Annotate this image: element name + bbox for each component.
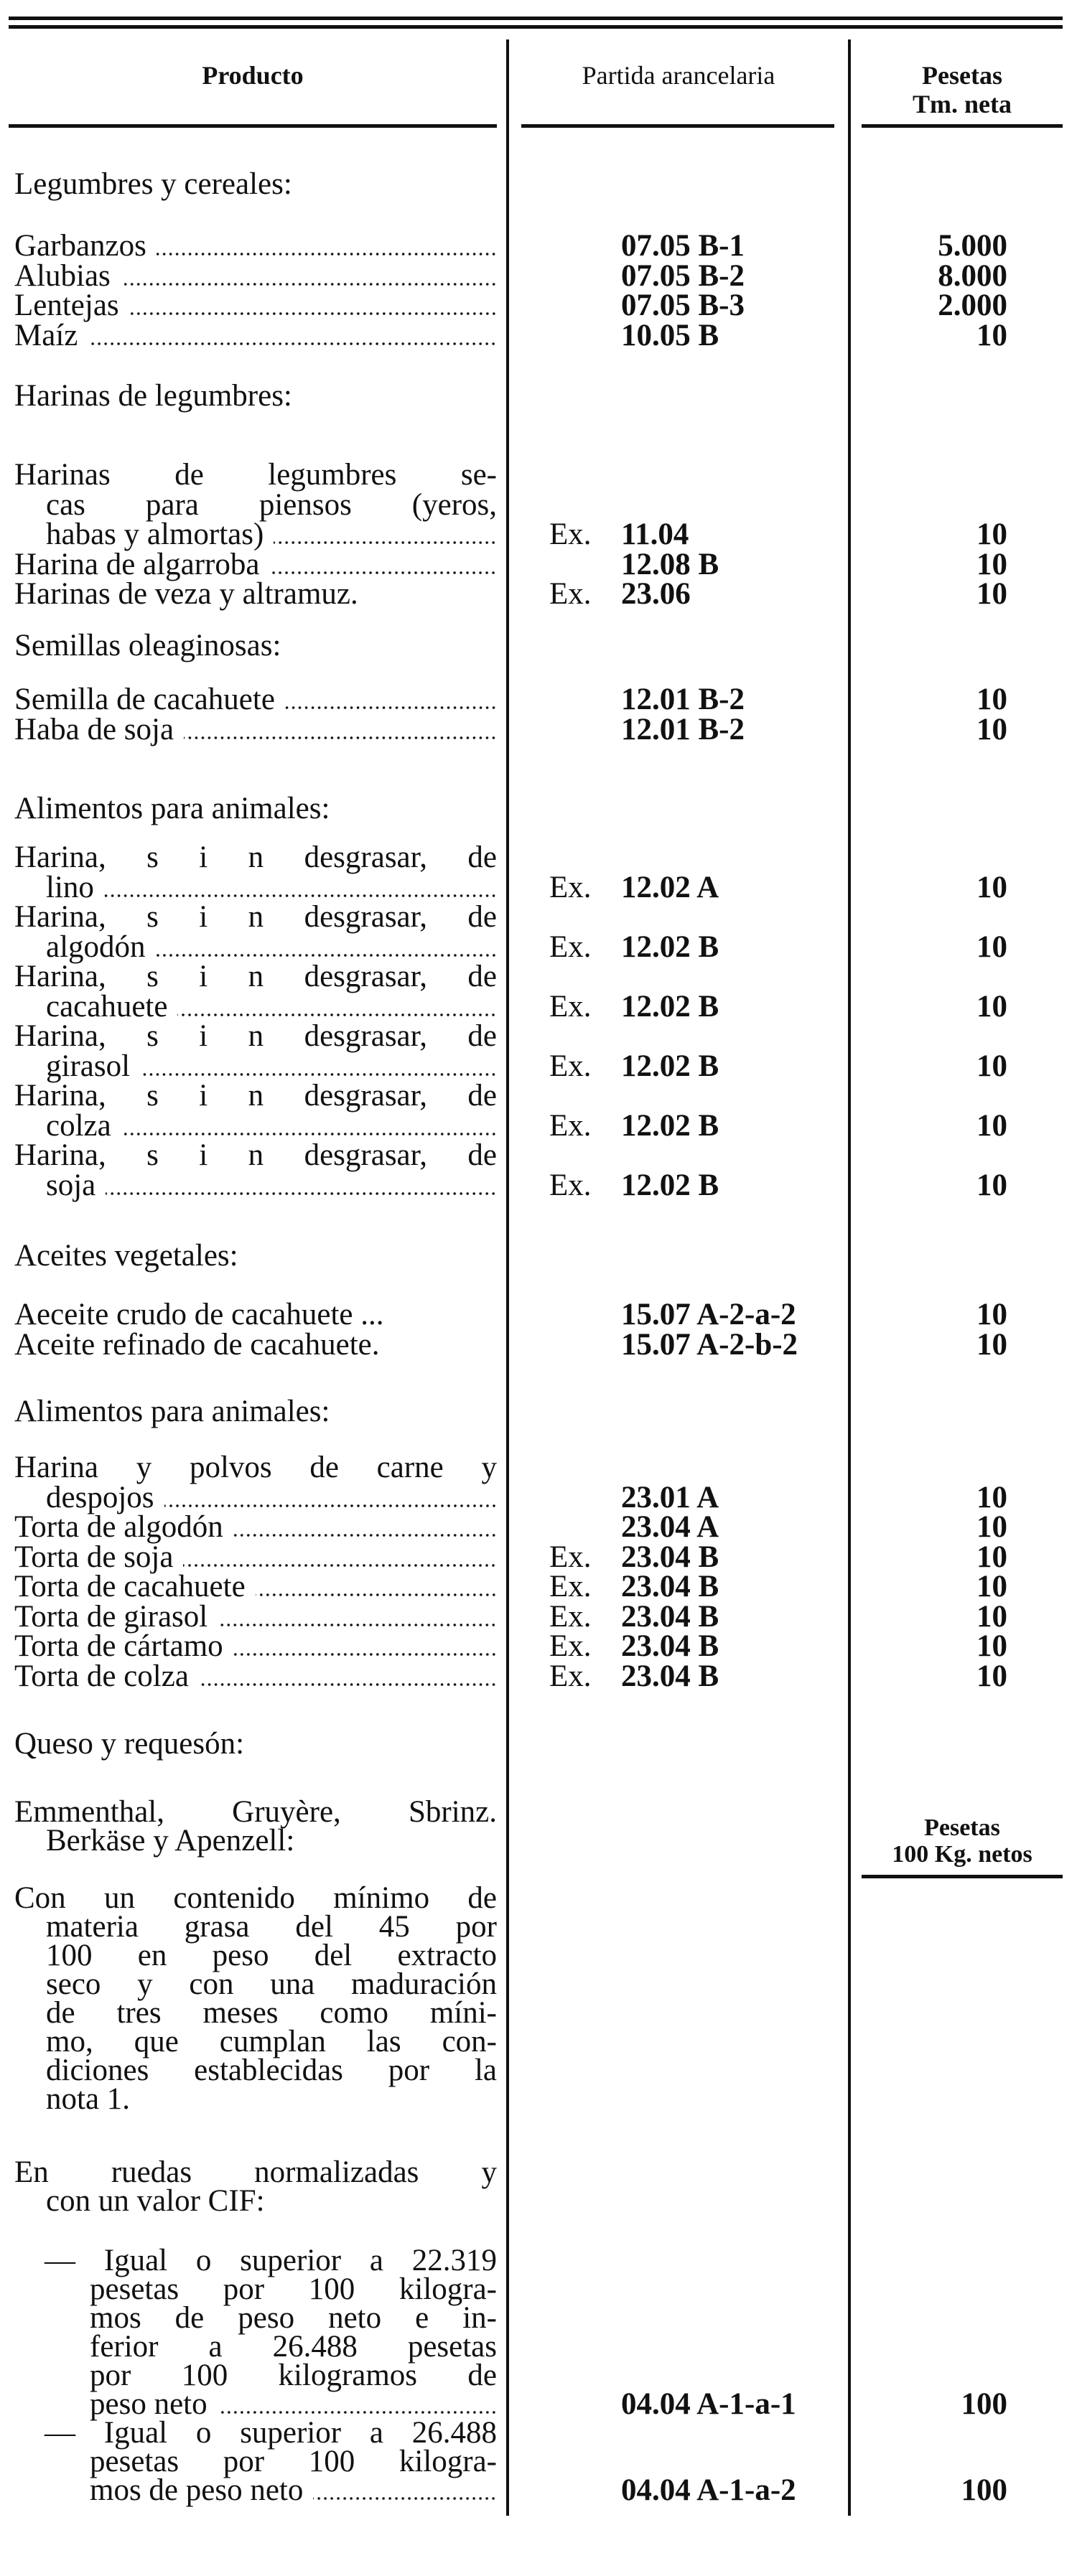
- price-value: 10: [976, 1659, 1007, 1693]
- tariff-code: 15.07 A-2-a-2: [621, 1298, 796, 1331]
- product-text: con un valor CIF:: [46, 2184, 265, 2218]
- price-value: 10: [976, 1049, 1007, 1083]
- product-text: Torta de soja: [14, 1540, 174, 1574]
- price-value: 2.000: [938, 289, 1007, 322]
- section-title: [14, 1727, 497, 1761]
- section-title: [14, 1239, 497, 1273]
- leader-dots: [218, 1623, 497, 1627]
- leader-dots: [156, 953, 497, 957]
- exception-marker: Ex.: [549, 577, 592, 611]
- product-text: Lentejas: [14, 289, 119, 322]
- product-text: materia grasa del 45 por: [46, 1910, 497, 1944]
- product-text: 100 en peso del extracto: [46, 1939, 497, 1972]
- product-text: Aeceite crudo de cacahuete ...: [14, 1298, 384, 1331]
- tariff-code: 23.06: [621, 577, 691, 611]
- leader-dots: [233, 1533, 497, 1537]
- price-value: 10: [976, 1540, 1007, 1574]
- product-text: Semilla de cacahuete: [14, 683, 275, 716]
- leader-dots: [106, 1191, 497, 1196]
- section-title-text: Semillas oleaginosas:: [14, 629, 281, 662]
- product-text: algodón: [46, 929, 146, 964]
- price-value: 10: [976, 989, 1007, 1024]
- header-unit-line2: Tm. neta: [913, 90, 1012, 118]
- price-value: 10: [976, 683, 1007, 716]
- product-text: Torta de colza: [14, 1659, 189, 1693]
- product-text: mos de peso neto: [90, 2473, 304, 2507]
- column-divider-1: [506, 39, 509, 2516]
- product-text: soja: [46, 1168, 96, 1202]
- section-title-text: Aceites vegetales:: [14, 1239, 238, 1273]
- section-title-text: Alimentos para animales:: [14, 1395, 330, 1428]
- tariff-code: 23.04 B: [621, 1599, 719, 1634]
- product-line: [46, 2082, 497, 2117]
- tariff-code: 23.04 B: [621, 1629, 719, 1663]
- leader-dots: [269, 571, 497, 575]
- product-text: habas y almortas): [46, 517, 264, 551]
- product-text: ferior a 26.488 pesetas: [90, 2330, 497, 2364]
- product-line: [14, 1328, 497, 1362]
- product-text: Alubias: [14, 258, 111, 293]
- price-value: 10: [976, 1570, 1007, 1603]
- product-line: [46, 2184, 497, 2219]
- exception-marker: Ex.: [549, 989, 592, 1024]
- product-line: [14, 1659, 497, 1694]
- header-underline-partida: [521, 124, 834, 128]
- price-value: 10: [976, 547, 1007, 581]
- product-text: diciones establecidas por la: [46, 2053, 497, 2087]
- product-text: Harina y polvos de carne y: [14, 1451, 497, 1484]
- product-text: — Igual o superior a 22.319: [45, 2244, 497, 2277]
- leader-dots: [121, 1132, 497, 1136]
- exception-marker: Ex.: [549, 1540, 592, 1574]
- price-value: 5.000: [938, 229, 1007, 263]
- section-title: [14, 792, 497, 826]
- product-text: Con un contenido mínimo de: [14, 1881, 497, 1915]
- unit-header-line2: 100 Kg. netos: [892, 1841, 1032, 1868]
- tariff-code: 12.02 B: [621, 929, 719, 964]
- header-underline-product: [9, 124, 497, 128]
- product-text: Harina, s i n desgrasar, de: [14, 900, 497, 934]
- tariff-code: 23.04 B: [621, 1540, 719, 1574]
- leader-dots: [313, 2496, 497, 2501]
- price-value: 10: [976, 1108, 1007, 1143]
- tariff-code: 11.04: [621, 517, 689, 551]
- product-text: Harinas de legumbres se-: [14, 458, 497, 492]
- product-line: [14, 577, 497, 612]
- price-value: 10: [976, 870, 1007, 904]
- product-text: Aceite refinado de cacahuete.: [14, 1327, 380, 1362]
- product-text: seco y con una maduración: [46, 1967, 497, 2001]
- price-value: 10: [976, 929, 1007, 964]
- product-text: Harina, s i n desgrasar, de: [14, 1019, 497, 1053]
- price-value: 10: [976, 577, 1007, 611]
- tariff-code: 07.05 B-3: [621, 289, 745, 322]
- product-text: Harina de algarroba: [14, 547, 260, 581]
- product-text: cas para piensos (yeros,: [46, 487, 497, 522]
- tariff-code: 07.05 B-1: [621, 229, 745, 263]
- product-text: Emmenthal, Gruyère, Sbrinz.: [14, 1795, 497, 1829]
- top-double-rule-1: [9, 17, 1063, 20]
- section-title: [14, 379, 497, 413]
- leader-dots: [218, 2410, 497, 2415]
- product-text: — Igual o superior a 26.488: [45, 2416, 497, 2450]
- tariff-code: 04.04 A-1-a-1: [621, 2387, 796, 2421]
- exception-marker: Ex.: [549, 1049, 592, 1083]
- column-divider-2: [848, 39, 851, 2516]
- price-value: 8.000: [938, 258, 1007, 293]
- exception-marker: Ex.: [549, 1168, 592, 1202]
- price-value: 10: [976, 712, 1007, 746]
- leader-dots: [121, 282, 497, 286]
- leader-dots: [157, 252, 497, 256]
- leader-dots: [104, 894, 497, 898]
- product-line: [90, 2473, 497, 2508]
- leader-dots: [88, 342, 497, 346]
- product-line: [14, 713, 497, 747]
- tariff-code: 07.05 B-2: [621, 258, 745, 293]
- unit-header-underline: [862, 1875, 1063, 1878]
- section-title: [14, 629, 497, 663]
- product-text: Harina, s i n desgrasar, de: [14, 1079, 497, 1113]
- price-value: 10: [976, 1168, 1007, 1202]
- leader-dots: [285, 706, 497, 710]
- leader-dots: [177, 1013, 497, 1017]
- leader-dots: [184, 736, 497, 740]
- exception-marker: Ex.: [549, 517, 592, 551]
- tariff-code: 12.08 B: [621, 547, 719, 581]
- leader-dots: [140, 1072, 497, 1077]
- tariff-code: 23.01 A: [621, 1480, 719, 1514]
- product-text: Harina, s i n desgrasar, de: [14, 960, 497, 993]
- product-line: [46, 1824, 497, 1858]
- price-value: 10: [976, 1327, 1007, 1362]
- price-value: 10: [976, 1629, 1007, 1663]
- product-text: Harina, s i n desgrasar, de: [14, 1138, 497, 1172]
- product-text: En ruedas normalizadas y: [14, 2155, 497, 2189]
- tariff-code: 12.02 A: [621, 870, 719, 904]
- price-value: 100: [961, 2473, 1007, 2507]
- header-partida-arancelaria: Partida arancelaria: [582, 61, 775, 90]
- exception-marker: Ex.: [549, 870, 592, 904]
- tariff-code: 04.04 A-1-a-2: [621, 2473, 796, 2507]
- leader-dots: [233, 1652, 497, 1657]
- product-text: pesetas por 100 kilogra-: [90, 2445, 497, 2478]
- tariff-code: 15.07 A-2-b-2: [621, 1327, 798, 1362]
- price-value: 10: [976, 1599, 1007, 1634]
- product-text: despojos: [46, 1480, 154, 1514]
- section-title-text: Alimentos para animales:: [14, 792, 330, 825]
- price-value: 10: [976, 1480, 1007, 1514]
- product-text: cacahuete: [46, 989, 168, 1024]
- tariff-code: 12.01 B-2: [621, 683, 745, 716]
- price-value: 10: [976, 517, 1007, 551]
- price-value: 10: [976, 1298, 1007, 1331]
- product-text: Haba de soja: [14, 712, 174, 746]
- header-unit-line1: Pesetas: [922, 61, 1002, 90]
- product-line: [14, 319, 497, 353]
- exception-marker: Ex.: [549, 929, 592, 964]
- product-text: Harinas de veza y altramuz.: [14, 577, 358, 611]
- exception-marker: Ex.: [549, 1629, 592, 1663]
- section-title-text: Harinas de legumbres:: [14, 379, 292, 413]
- exception-marker: Ex.: [549, 1108, 592, 1143]
- leader-dots: [199, 1682, 497, 1687]
- leader-dots: [129, 312, 497, 316]
- exception-marker: Ex.: [549, 1659, 592, 1693]
- section-title-text: Legumbres y cereales:: [14, 167, 292, 201]
- section-title: [14, 167, 497, 202]
- tariff-code: 12.02 B: [621, 1108, 719, 1143]
- product-text: colza: [46, 1108, 111, 1143]
- exception-marker: Ex.: [549, 1570, 592, 1603]
- tariff-code: 23.04 B: [621, 1659, 719, 1693]
- product-text: peso neto: [90, 2387, 208, 2421]
- product-text: por 100 kilogramos de: [90, 2359, 497, 2392]
- product-text: Torta de girasol: [14, 1599, 208, 1634]
- product-text: girasol: [46, 1049, 131, 1083]
- tariff-code: 12.02 B: [621, 989, 719, 1024]
- tariff-code: 10.05 B: [621, 318, 719, 352]
- product-text: Garbanzos: [14, 229, 146, 263]
- top-double-rule-2: [9, 25, 1063, 29]
- leader-dots: [183, 1563, 497, 1568]
- price-value: 10: [976, 1510, 1007, 1544]
- product-text: Torta de cártamo: [14, 1629, 223, 1663]
- unit-header-line1: Pesetas: [924, 1814, 1000, 1841]
- product-text: Torta de algodón: [14, 1510, 223, 1544]
- tariff-code: 12.01 B-2: [621, 712, 745, 746]
- product-text: Harina, s i n desgrasar, de: [14, 840, 497, 874]
- section-title-text: Queso y requesón:: [14, 1727, 245, 1761]
- leader-dots: [256, 1593, 497, 1597]
- exception-marker: Ex.: [549, 1599, 592, 1634]
- section-title: [14, 1395, 497, 1429]
- product-text: nota 1.: [46, 2082, 131, 2116]
- header-underline-unit: [862, 124, 1063, 128]
- product-text: Berkäse y Apenzell:: [46, 1824, 295, 1858]
- product-text: mos de peso neto e in-: [90, 2301, 497, 2335]
- product-text: Torta de cacahuete: [14, 1570, 246, 1603]
- leader-dots: [274, 540, 497, 545]
- product-text: Maíz: [14, 318, 78, 352]
- tariff-code: 23.04 B: [621, 1570, 719, 1603]
- leader-dots: [164, 1504, 498, 1508]
- tariff-code: 23.04 A: [621, 1510, 719, 1544]
- product-text: de tres meses como míni-: [46, 1996, 497, 2030]
- product-text: lino: [46, 870, 94, 904]
- price-value: 100: [961, 2387, 1007, 2421]
- header-product: Producto: [202, 61, 304, 90]
- product-text: pesetas por 100 kilogra-: [90, 2272, 497, 2306]
- tariff-code: 12.02 B: [621, 1168, 719, 1202]
- price-value: 10: [976, 318, 1007, 352]
- product-text: mo, que cumplan las con-: [46, 2025, 497, 2059]
- product-line: [46, 1168, 497, 1203]
- tariff-code: 12.02 B: [621, 1049, 719, 1083]
